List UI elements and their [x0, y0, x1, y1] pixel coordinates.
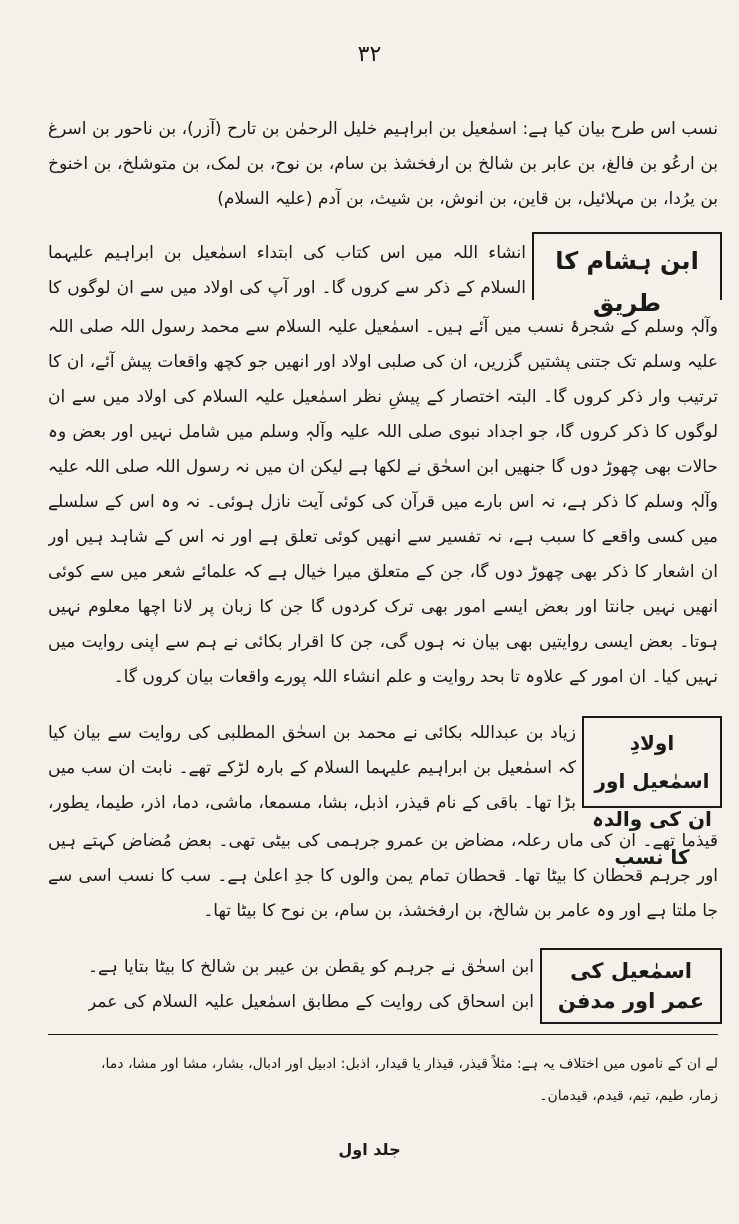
heading-ismail-children: اولادِ اسمٰعیل اور ان کی والدہ کا نسب — [582, 716, 722, 808]
footnote-line-1: لے ان کے ناموں میں اختلاف یہ ہے: مثلاً قیذر، قیذار یا قیدار، اذبل: ادبیل اور ادبال، بشار، مشا اور مشا، دما، — [101, 1056, 718, 1072]
page-number: ۳۲ — [357, 42, 382, 67]
paragraph-intro: وآلہٖ وسلم کے شجرۂ نسب میں آئے ہیں۔ اسمٰعیل علیہ السلام سے محمد رسول اللہ صلی اللہ علیہ وسلم تک جتنی پشتیں گزریں، ان کی صلبی اولاد اور انھیں جو کچھ واقعات پیش آئے، ان کا ترتیب وار ذکر کروں گا۔ البتہ اختصار کے پیشِ نظر اسمٰعیل علیہ السلام کی اولاد میں سے ان لوگوں کا ذکر کروں گا، جو اجداد نبوی صلی اللہ علیہ وآلہٖ وسلم میں شامل نہیں اور بعض وہ حالات بھی چھوڑ دوں گا جنھیں ابن اسحٰق نے لکھا ہے لیکن ان میں نہ رسول اللہ صلی اللہ علیہ وآلہٖ وسلم کا ذکر ہے، نہ اس بارے میں قرآن کی کوئی آیت نازل ہوئی۔ نہ وہ اس کے سلسلے میں کسی واقعے کا سبب ہے، نہ تفسیر سے انھیں کوئی تعلق ہے اور نہ اس کے شاہد ہیں اور ان اشعار کا ذکر بھی چھوڑ دوں گا، جن کے متعلق میرا خیال ہے کہ علمائے شعر میں سے کوئی انھیں نہیں جانتا اور بعض ایسے امور بھی ترک کردوں گا جن کا زبان پر لانا اچھا معلوم نہیں ہوتا۔ بعض ایسی روایتیں بھی بیان نہ ہوں گی، جن کا اقرار بکائی نے ہم سے اپنی روایت میں نہیں کیا۔ ان امور کے علاوہ تا بحد روایت و علم انشاء اللہ پورے واقعات بیان کروں گا۔ — [48, 317, 718, 687]
paragraph-age-side: ابن اسحٰق نے جرہم کو یقطن بن عیبر بن شالخ کا بیٹا بتایا ہے۔ ابن اسحاق کی روایت کے مطابق اسمٰعیل علیہ السلام کی عمر — [88, 957, 534, 1012]
volume-label: جلد اول — [338, 1140, 401, 1159]
paragraph-children: قیذما تھے۔ ان کی ماں رعلہ، مضاض بن عمرو جرہمی کی بیٹی تھی۔ بعض مُضاض کہتے ہیں اور جرہم قحطان کا بیٹا تھا۔ قحطان تمام یمن والوں کا جدِ اعلیٰ ہے۔ سب کا نسب اسی سے جا ملتا ہے اور وہ عامر بن شالخ، بن ارفخشذ، بن سام، بن نوح کا بیٹا تھا۔ — [48, 831, 718, 921]
heading-ismail-age-burial: اسمٰعیل کی عمر اور مدفن — [540, 948, 722, 1024]
paragraph-intro-side: انشاء اللہ میں اس کتاب کی ابتداء اسمٰعیل بن ابراہیم علیہما السلام کے ذکر سے کروں گا۔ اور آپ کی اولاد میں سے ان لوگوں کا — [48, 243, 526, 298]
footnote-divider — [48, 1034, 718, 1035]
heading-ibn-hisham-method: ابن ہشام کا طریق — [532, 232, 722, 300]
paragraph-lineage: نسب اس طرح بیان کیا ہے: اسمٰعیل بن ابراہیم خلیل الرحمٰن بن تارح (آزر)، بن ناحور بن اسرغ بن ارعُو بن فالغ، بن عابر بن شالخ بن ارفخشذ بن سام، بن نوح، بن لمک، بن متوشلخ، بن اخنوخ بن یرُدا، بن مہلائیل، بن قاین، بن انوش، بن شیث، بن آدم (علیہ السلام) — [48, 119, 718, 209]
footnote-line-2: زمار، طیم، تیم، قیدم، قیدمان۔ — [539, 1088, 718, 1104]
paragraph-children-side: زیاد بن عبداللہ بکائی نے محمد بن اسحٰق المطلبی کی روایت سے بیان کیا کہ اسمٰعیل بن ابراہیم علیہما السلام کے بارہ لڑکے تھے۔ نابت ان سب میں بڑا تھا۔ باقی کے نام قیذر، اذبل، بشا، مسمعا، ماشی، دما، اذر، طیما، یطور، — [48, 723, 576, 813]
